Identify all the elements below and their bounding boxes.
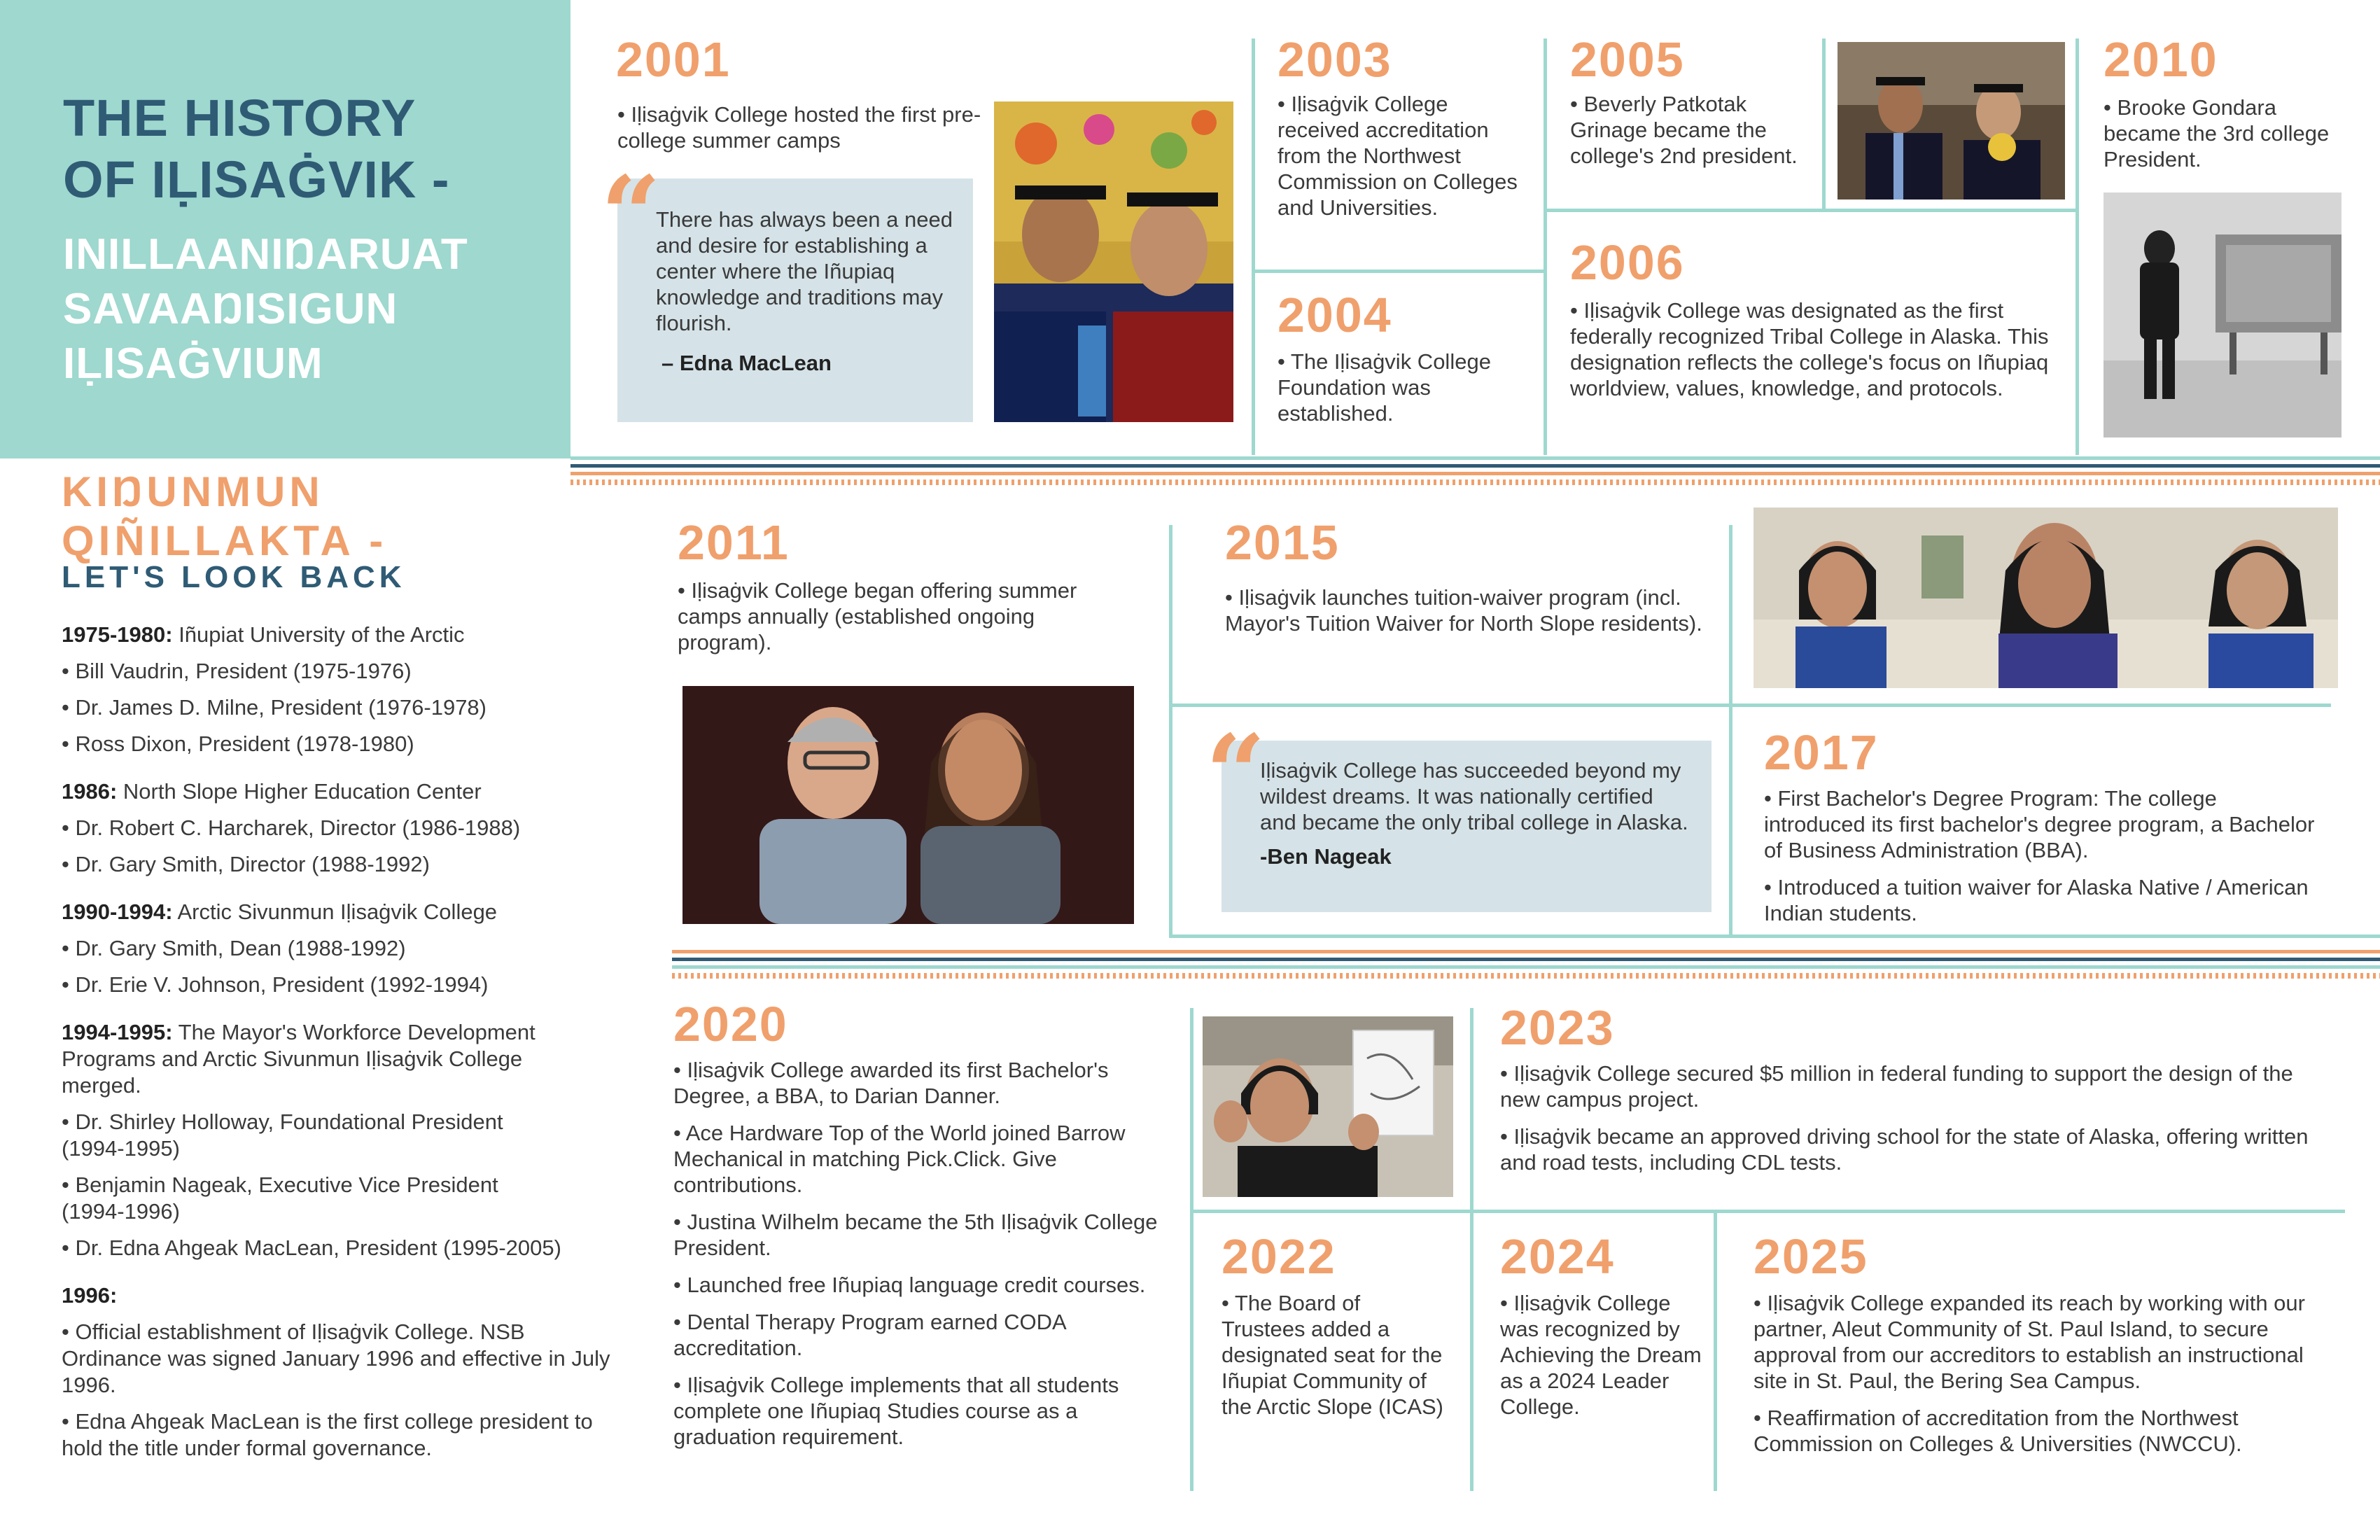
award-photo-2011: [682, 686, 1134, 924]
grid-line: [1169, 704, 2331, 707]
grid-line: [1190, 1008, 1194, 1491]
year-2017: 2017: [1764, 725, 1879, 780]
grid-line: [1470, 1008, 1474, 1491]
list-item: • Dr. Edna Ahgeak MacLean, President (1995-2005): [62, 1236, 561, 1260]
event-2003: • Iḷisaġvik College received accreditation from the Northwest Commission on Colleges and Universities.: [1278, 92, 1518, 220]
left-heading-line-1: KIŊUNMUN: [62, 468, 324, 515]
year-2023: 2023: [1500, 1000, 1615, 1055]
list-item: • Iḷisaġvik became an approved driving school for the state of Alaska, offering written and road tests, including CDL tests.: [1500, 1124, 2309, 1175]
list-item: • Dr. Gary Smith, Dean (1988-1992): [62, 936, 406, 960]
list-item: • Iḷisaġvik College expanded its reach by working with our partner, Aleut Community of St. Paul Island, to secure approval from our accreditors to establish an instructional site in St. Paul, the Bering Sea Campus.: [1754, 1291, 2305, 1393]
era-1996: 1996:: [62, 1283, 118, 1308]
grid-line: [1169, 525, 1172, 938]
event-2024: • Iḷisaġvik College was recognized by Achieving the Dream as a 2024 Leader College.: [1500, 1291, 1702, 1419]
history-list: [62, 609, 622, 1462]
graduation-photo-2001: [994, 102, 1233, 422]
quote-mark-icon: “: [601, 153, 662, 276]
divider: [570, 472, 2380, 475]
year-2011: 2011: [678, 515, 790, 570]
quote-maclean: [656, 206, 964, 376]
left-heading: [62, 468, 387, 566]
event-2005: • Beverly Patkotak Grinage became the college's 2nd president.: [1570, 92, 1798, 168]
year-2020: 2020: [673, 997, 788, 1051]
graduates-photo-2005: [1837, 42, 2065, 200]
grid-line: [1729, 704, 1732, 938]
left-heading-line-2: QIÑILLAKTA -: [62, 517, 388, 564]
page-subtitle: [63, 227, 553, 391]
snow-sign-photo-2010: [2104, 192, 2342, 438]
event-2025: [1754, 1290, 2342, 1468]
list-item: • Ross Dixon, President (1978-1980): [62, 732, 414, 756]
era-1975: 1975-1980: Iñupiat University of the Arctic: [62, 622, 465, 647]
event-2015: • Iḷisaġvik launches tuition-waiver program (incl. Mayor's Tuition Waiver for North Slope residents).: [1225, 585, 1702, 636]
grid-line: [1729, 525, 1732, 707]
quote-mark-icon: “: [1205, 712, 1266, 835]
quote-nageak: [1260, 757, 1694, 869]
divider: [672, 965, 2380, 969]
list-item: • Ace Hardware Top of the World joined Barrow Mechanical in matching Pick.Click. Give contributions.: [673, 1121, 1126, 1197]
year-2004: 2004: [1278, 288, 1392, 342]
grid-line: [1252, 270, 1546, 273]
students-photo-2015: [1754, 507, 2338, 688]
list-item: • Dr. James D. Milne, President (1976-1978): [62, 695, 486, 720]
quote-author: – Edna MacLean: [662, 351, 832, 375]
list-item: • Dr. Shirley Holloway, Foundational President (1994-1995): [62, 1110, 503, 1161]
list-item: • Iḷisaġvik College secured $5 million in federal funding to support the design of the new campus project.: [1500, 1061, 2293, 1112]
divider: [672, 958, 2380, 961]
divider: [570, 456, 2380, 460]
list-item: • Official establishment of Iḷisaġvik College. NSB Ordinance was signed January 1996 and effective in July 1996.: [62, 1320, 610, 1397]
subtitle-line-1: INILLAANIŊARUAT: [63, 230, 468, 279]
list-item: • Edna Ahgeak MacLean is the first college president to hold the title under formal governance.: [62, 1409, 593, 1460]
year-2022: 2022: [1222, 1229, 1336, 1284]
year-2005: 2005: [1570, 32, 1685, 87]
list-item: • Iḷisaġvik College implements that all students complete one Iñupiaq Studies course as a graduation requirement.: [673, 1373, 1119, 1449]
grid-line: [1252, 38, 1255, 455]
list-item: • Bill Vaudrin, President (1975-1976): [62, 659, 412, 683]
event-2006: • Iḷisaġvik College was designated as the first federally recognized Tribal College in Alaska. This designation reflects the college's focus on Iñupiaq worldview, values, knowledge, and protocols.: [1570, 298, 2049, 400]
list-item: • Introduced a tuition waiver for Alaska Native / American Indian students.: [1764, 875, 2309, 925]
year-2015: 2015: [1225, 515, 1340, 570]
teacher-photo-2020: [1203, 1016, 1453, 1197]
grid-line: [1714, 1211, 1717, 1491]
title-line-1: THE HISTORY: [63, 89, 416, 147]
event-2004: • The Iḷisaġvik College Foundation was established.: [1278, 349, 1491, 426]
quote-text: Iḷisaġvik College has succeeded beyond my wildest dreams. It was nationally certified and became the only tribal college in Alaska.: [1260, 758, 1688, 834]
divider: [672, 973, 2380, 979]
event-2022: • The Board of Trustees added a designated seat for the Iñupiat Community of the Arctic Slope (ICAS): [1222, 1291, 1444, 1419]
list-item: • Launched free Iñupiaq language credit courses.: [673, 1273, 1146, 1297]
year-2001: 2001: [616, 32, 731, 87]
event-2017: [1764, 785, 2317, 937]
list-item: • First Bachelor's Degree Program: The college introduced its first bachelor's degree program, a Bachelor of Business Administration (BBA).: [1764, 786, 2315, 862]
grid-line: [1822, 38, 1826, 210]
subtitle-line-3: IḶISAĠVIUM: [63, 340, 323, 388]
list-item: • Dr. Erie V. Johnson, President (1992-1994): [62, 972, 489, 997]
subtitle-line-2: SAVAAŊISIGUN: [63, 285, 398, 333]
left-subheading: LET'S LOOK BACK: [62, 560, 406, 594]
grid-line: [1544, 209, 2076, 212]
year-2010: 2010: [2104, 32, 2218, 87]
event-2011: • Iḷisaġvik College began offering summer camps annually (established ongoing program).: [678, 578, 1077, 654]
year-2024: 2024: [1500, 1229, 1615, 1284]
era-1986: 1986: North Slope Higher Education Center: [62, 779, 482, 804]
grid-line: [2076, 38, 2079, 455]
grid-line: [1544, 38, 1547, 455]
list-item: • Dental Therapy Program earned CODA accreditation.: [673, 1310, 1065, 1360]
divider: [570, 479, 2380, 485]
list-item: • Dr. Robert C. Harcharek, Director (1986-1988): [62, 816, 521, 840]
event-2010: • Brooke Gondara became the 3rd college President.: [2104, 95, 2330, 172]
title-line-2: OF IḶISAĠVIK -: [63, 150, 450, 209]
list-item: • Benjamin Nageak, Executive Vice President (1994-1996): [62, 1172, 498, 1224]
list-item: • Justina Wilhelm became the 5th Iḷisaġvik College President.: [673, 1210, 1158, 1260]
year-2025: 2025: [1754, 1229, 1868, 1284]
list-item: • Reaffirmation of accreditation from the Northwest Commission on Colleges & Universities (NWCCU).: [1754, 1406, 2242, 1456]
quote-text: There has always been a need and desire for establishing a center where the Iñupiaq knowledge and traditions may flourish.: [656, 207, 953, 335]
list-item: • Iḷisaġvik College awarded its first Bachelor's Degree, a BBA, to Darian Danner.: [673, 1058, 1109, 1108]
page-title: [63, 88, 553, 211]
era-1994: 1994-1995: The Mayor's Workforce Development Programs and Arctic Sivunmun Iḷisaġvik College merged.: [62, 1020, 536, 1098]
divider: [570, 464, 2380, 468]
year-2006: 2006: [1570, 235, 1685, 290]
era-1990: 1990-1994: Arctic Sivunmun Iḷisaġvik College: [62, 899, 498, 924]
event-2001: • Iḷisaġvik College hosted the first pre-college summer camps: [617, 102, 981, 153]
event-2023: [1500, 1060, 2312, 1186]
year-2003: 2003: [1278, 32, 1392, 87]
event-2020: [673, 1057, 1163, 1461]
quote-author: -Ben Nageak: [1260, 844, 1392, 869]
list-item: • Dr. Gary Smith, Director (1988-1992): [62, 852, 430, 876]
grid-line: [1190, 1210, 2345, 1213]
divider: [672, 950, 2380, 953]
